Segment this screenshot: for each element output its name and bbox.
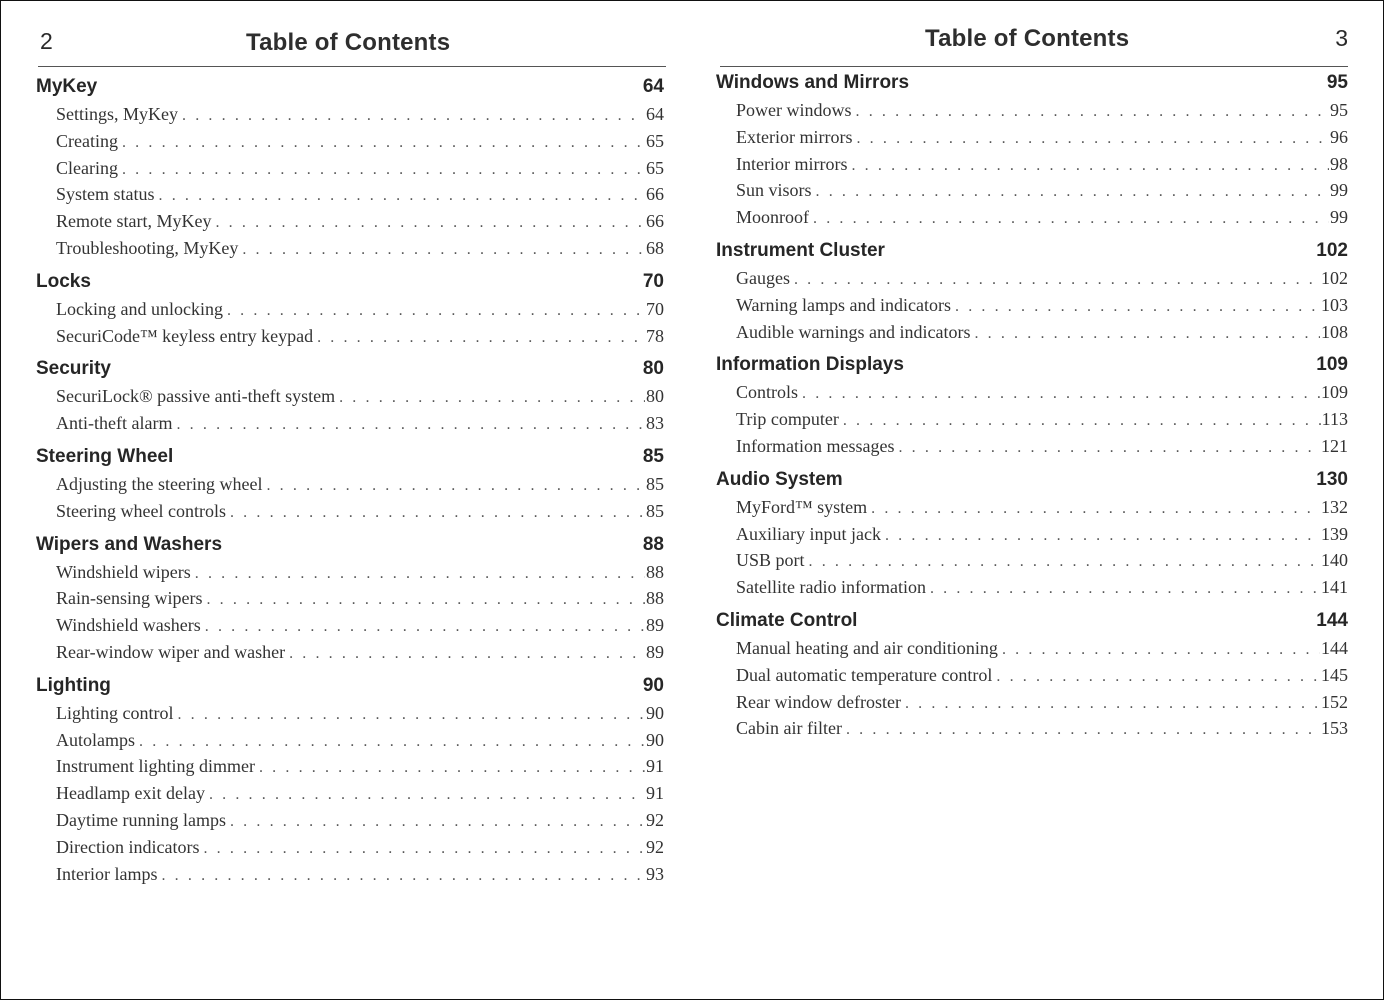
section-heading[interactable]	[716, 69, 1348, 97]
right-page-header	[720, 0, 1348, 67]
toc-entry[interactable]	[716, 319, 1348, 346]
toc-entry[interactable]	[36, 101, 664, 128]
dot-leader	[846, 717, 1320, 742]
entry-label: Daytime running lamps	[56, 809, 226, 830]
toc-entry[interactable]	[36, 700, 664, 727]
entry-page-number: 99	[1330, 207, 1348, 228]
toc-entry[interactable]	[716, 635, 1348, 662]
toc-section	[36, 268, 664, 350]
toc-entry[interactable]	[716, 124, 1348, 151]
toc-entry[interactable]	[36, 753, 664, 780]
toc-entry[interactable]	[36, 780, 664, 807]
dot-leader	[974, 321, 1320, 346]
toc-section	[36, 531, 664, 666]
toc-entry[interactable]	[36, 639, 664, 666]
toc-entry[interactable]	[716, 177, 1348, 204]
entry-label: Interior lamps	[56, 863, 158, 884]
entry-page-number: 144	[1321, 637, 1348, 658]
dot-leader	[230, 809, 645, 834]
dot-leader	[230, 500, 645, 525]
toc-entry[interactable]	[36, 410, 664, 437]
entry-page-number: 93	[646, 863, 664, 884]
dot-leader	[813, 206, 1329, 231]
entry-label: System status	[56, 184, 155, 205]
dot-leader	[205, 614, 645, 639]
section-title: Lighting	[36, 674, 111, 696]
dot-leader	[266, 473, 645, 498]
section-page-number: 144	[1316, 609, 1348, 631]
right-page	[716, 0, 1348, 1000]
toc-section	[36, 672, 664, 888]
dot-leader	[242, 237, 645, 262]
toc-entry[interactable]	[716, 662, 1348, 689]
entry-label: Sun visors	[736, 180, 812, 201]
entry-label: Clearing	[56, 157, 118, 178]
entry-label: Lighting control	[56, 702, 174, 723]
section-title: Steering Wheel	[36, 445, 174, 467]
entry-page-number: 80	[646, 386, 664, 407]
dot-leader	[209, 782, 645, 807]
dot-leader	[885, 523, 1320, 548]
toc-section	[716, 237, 1348, 345]
section-page-number: 64	[642, 76, 664, 97]
entry-label: Information messages	[736, 435, 895, 456]
entry-label: Trip computer	[736, 409, 839, 430]
entry-page-number: 92	[646, 836, 664, 857]
entry-page-number: 99	[1330, 180, 1348, 201]
entry-label: Controls	[736, 382, 799, 403]
entry-page-number: 89	[646, 615, 664, 636]
section-heading[interactable]	[716, 237, 1348, 265]
toc-entry[interactable]	[36, 383, 664, 410]
dot-leader	[259, 755, 645, 780]
toc-entry[interactable]	[716, 547, 1348, 574]
toc-entry[interactable]	[716, 379, 1348, 406]
entry-page-number: 109	[1321, 382, 1348, 403]
entry-page-number: 141	[1321, 577, 1348, 598]
section-title: Windows and Mirrors	[716, 72, 910, 93]
toc-section	[716, 351, 1348, 459]
toc-entry[interactable]	[716, 204, 1348, 231]
dot-leader	[317, 325, 645, 350]
entry-page-number: 95	[1330, 100, 1348, 120]
section-heading[interactable]	[36, 672, 664, 700]
toc-entry[interactable]	[36, 296, 664, 323]
toc-entry[interactable]	[716, 292, 1348, 319]
entry-label: Direction indicators	[56, 836, 200, 857]
entry-page-number: 153	[1321, 718, 1348, 739]
entry-label: Moonroof	[736, 207, 809, 228]
toc-section	[716, 466, 1348, 601]
toc-entry[interactable]	[716, 151, 1348, 178]
toc-entry[interactable]	[36, 471, 664, 498]
dot-leader	[177, 702, 645, 727]
section-title: Audio System	[716, 468, 843, 490]
left-toc-sections	[36, 73, 664, 893]
entry-label: Rear window defroster	[736, 691, 901, 712]
section-heading[interactable]	[716, 351, 1348, 379]
entry-label: Satellite radio information	[736, 577, 926, 598]
toc-entry[interactable]	[36, 727, 664, 754]
dot-leader	[851, 153, 1329, 178]
entry-label: Rear-window wiper and washer	[56, 641, 286, 662]
toc-entry[interactable]	[36, 807, 664, 834]
section-heading[interactable]	[36, 268, 664, 296]
section-heading[interactable]	[36, 531, 664, 559]
dot-leader	[215, 210, 645, 235]
section-heading[interactable]	[36, 443, 664, 471]
toc-entry[interactable]	[716, 406, 1348, 433]
dot-leader	[206, 587, 645, 612]
entry-page-number: 103	[1321, 294, 1348, 315]
entry-page-number: 88	[646, 561, 664, 582]
entry-page-number: 139	[1321, 523, 1348, 544]
dot-leader	[802, 381, 1320, 406]
section-page-number: 70	[642, 270, 664, 292]
entry-label: Gauges	[736, 267, 790, 288]
section-title: Information Displays	[716, 354, 904, 376]
toc-entry[interactable]	[36, 834, 664, 861]
entry-label: Instrument lighting dimmer	[56, 756, 255, 777]
section-title: Instrument Cluster	[716, 239, 885, 261]
entry-label: Windshield wipers	[56, 561, 191, 582]
entry-label: Auxiliary input jack	[736, 523, 881, 544]
entry-label: USB port	[736, 550, 805, 571]
entry-page-number: 121	[1321, 435, 1348, 456]
entry-label: Exterior mirrors	[736, 126, 853, 147]
dot-leader	[339, 385, 645, 410]
entry-page-number: 89	[646, 641, 664, 662]
entry-page-number: 66	[646, 211, 664, 232]
section-page-number: 85	[642, 445, 664, 467]
dot-leader	[794, 267, 1320, 292]
entry-label: Remote start, MyKey	[56, 211, 212, 232]
entry-page-number: 83	[646, 413, 664, 434]
toc-entry[interactable]	[36, 559, 664, 586]
toc-entry[interactable]	[36, 128, 664, 155]
dot-leader	[122, 157, 645, 182]
entry-label: Cabin air filter	[736, 718, 842, 739]
dot-leader	[161, 863, 645, 888]
entry-page-number: 90	[646, 729, 664, 750]
entry-label: Troubleshooting, MyKey	[56, 237, 239, 258]
entry-label: Anti-theft alarm	[56, 413, 173, 434]
toc-section	[36, 443, 664, 525]
entry-page-number: 140	[1321, 550, 1348, 571]
entry-page-number: 65	[646, 130, 664, 151]
toc-section	[716, 607, 1348, 742]
entry-page-number: 68	[646, 237, 664, 258]
entry-page-number: 65	[646, 157, 664, 178]
entry-page-number: 85	[646, 473, 664, 494]
section-title: MyKey	[36, 76, 98, 97]
dot-leader	[898, 435, 1320, 460]
toc-entry[interactable]	[716, 574, 1348, 601]
section-page-number: 130	[1316, 468, 1348, 490]
dot-leader	[227, 298, 645, 323]
dot-leader	[856, 126, 1329, 151]
dot-leader	[203, 836, 645, 861]
section-page-number: 80	[642, 358, 664, 380]
section-title: Locks	[36, 270, 91, 292]
toc-entry[interactable]	[716, 97, 1348, 124]
toc-entry[interactable]	[36, 585, 664, 612]
toc-entry[interactable]	[36, 181, 664, 208]
toc-entry[interactable]	[36, 861, 664, 888]
dot-leader	[955, 294, 1320, 319]
entry-label: Warning lamps and indicators	[736, 294, 951, 315]
entry-page-number: 92	[646, 809, 664, 830]
section-title: Security	[36, 358, 111, 380]
section-title: Climate Control	[716, 609, 858, 631]
dot-leader	[139, 729, 645, 754]
entry-label: Power windows	[736, 100, 852, 120]
entry-page-number: 66	[646, 184, 664, 205]
entry-label: Dual automatic temperature control	[736, 664, 993, 685]
dot-leader	[159, 183, 645, 208]
toc-entry[interactable]	[36, 235, 664, 262]
dot-leader	[176, 412, 645, 437]
toc-entry[interactable]	[36, 155, 664, 182]
toc-entry[interactable]	[36, 208, 664, 235]
section-heading[interactable]	[716, 607, 1348, 635]
toc-entry[interactable]	[716, 715, 1348, 742]
entry-page-number: 132	[1321, 496, 1348, 517]
entry-page-number: 91	[646, 783, 664, 804]
toc-section	[36, 73, 664, 262]
dot-leader	[905, 691, 1320, 716]
section-page-number: 95	[1326, 72, 1348, 93]
toc-entry[interactable]	[716, 494, 1348, 521]
dot-leader	[871, 496, 1320, 521]
toc-entry[interactable]	[716, 265, 1348, 292]
dot-leader	[930, 576, 1320, 601]
toc-entry[interactable]	[36, 498, 664, 525]
dot-leader	[182, 103, 645, 128]
toc-entry[interactable]	[716, 433, 1348, 460]
entry-label: Steering wheel controls	[56, 500, 226, 521]
section-page-number: 109	[1316, 354, 1348, 376]
entry-label: Headlamp exit delay	[56, 783, 205, 804]
entry-label: SecuriLock® passive anti-theft system	[56, 386, 336, 407]
entry-page-number: 152	[1321, 691, 1348, 712]
left-page-number: 2	[40, 28, 53, 54]
section-title: Wipers and Washers	[36, 533, 223, 555]
entry-label: Manual heating and air conditioning	[736, 637, 998, 658]
left-page-header	[38, 0, 666, 67]
toc-section	[36, 355, 664, 437]
toc-entry[interactable]	[36, 323, 664, 350]
entry-page-number: 88	[646, 588, 664, 609]
dot-leader	[122, 130, 645, 155]
entry-label: Creating	[56, 130, 118, 151]
entry-page-number: 108	[1321, 321, 1348, 342]
dot-leader	[843, 408, 1321, 433]
entry-label: Interior mirrors	[736, 153, 848, 174]
dot-leader	[195, 561, 645, 586]
dot-leader	[996, 664, 1320, 689]
dot-leader	[1002, 637, 1320, 662]
dot-leader	[816, 179, 1329, 204]
right-page-number: 3	[1335, 25, 1348, 51]
right-page-title: Table of Contents	[925, 25, 1130, 52]
entry-label: Windshield washers	[56, 615, 201, 636]
dot-leader	[289, 641, 645, 666]
section-page-number: 90	[642, 674, 664, 696]
entry-page-number: 98	[1330, 153, 1348, 174]
entry-label: Audible warnings and indicators	[736, 321, 971, 342]
entry-label: Settings, MyKey	[56, 104, 179, 124]
entry-page-number: 64	[646, 104, 664, 124]
entry-label: Rain-sensing wipers	[56, 588, 203, 609]
entry-page-number: 91	[646, 756, 664, 777]
entry-label: SecuriCode™ keyless entry keypad	[56, 325, 314, 346]
right-toc-sections	[716, 69, 1348, 748]
entry-label: Autolamps	[56, 729, 135, 750]
toc-entry[interactable]	[716, 689, 1348, 716]
toc-entry[interactable]	[716, 521, 1348, 548]
dot-leader	[856, 99, 1330, 124]
left-page	[36, 0, 664, 1000]
left-page-title: Table of Contents	[246, 29, 451, 56]
dot-leader	[809, 549, 1320, 574]
entry-page-number: 96	[1330, 126, 1348, 147]
entry-page-number: 145	[1321, 664, 1348, 685]
entry-label: MyFord™ system	[736, 496, 868, 517]
section-heading[interactable]	[716, 466, 1348, 494]
entry-page-number: 70	[646, 298, 664, 319]
section-heading[interactable]	[36, 73, 664, 101]
section-page-number: 88	[642, 533, 664, 555]
toc-entry[interactable]	[36, 612, 664, 639]
section-page-number: 102	[1316, 239, 1348, 261]
entry-page-number: 90	[646, 702, 664, 723]
entry-label: Locking and unlocking	[56, 298, 223, 319]
entry-page-number: 102	[1321, 267, 1348, 288]
entry-label: Adjusting the steering wheel	[56, 473, 263, 494]
entry-page-number: 78	[646, 325, 664, 346]
toc-section	[716, 69, 1348, 231]
entry-page-number: 85	[646, 500, 664, 521]
entry-page-number: 113	[1321, 409, 1348, 430]
section-heading[interactable]	[36, 355, 664, 383]
